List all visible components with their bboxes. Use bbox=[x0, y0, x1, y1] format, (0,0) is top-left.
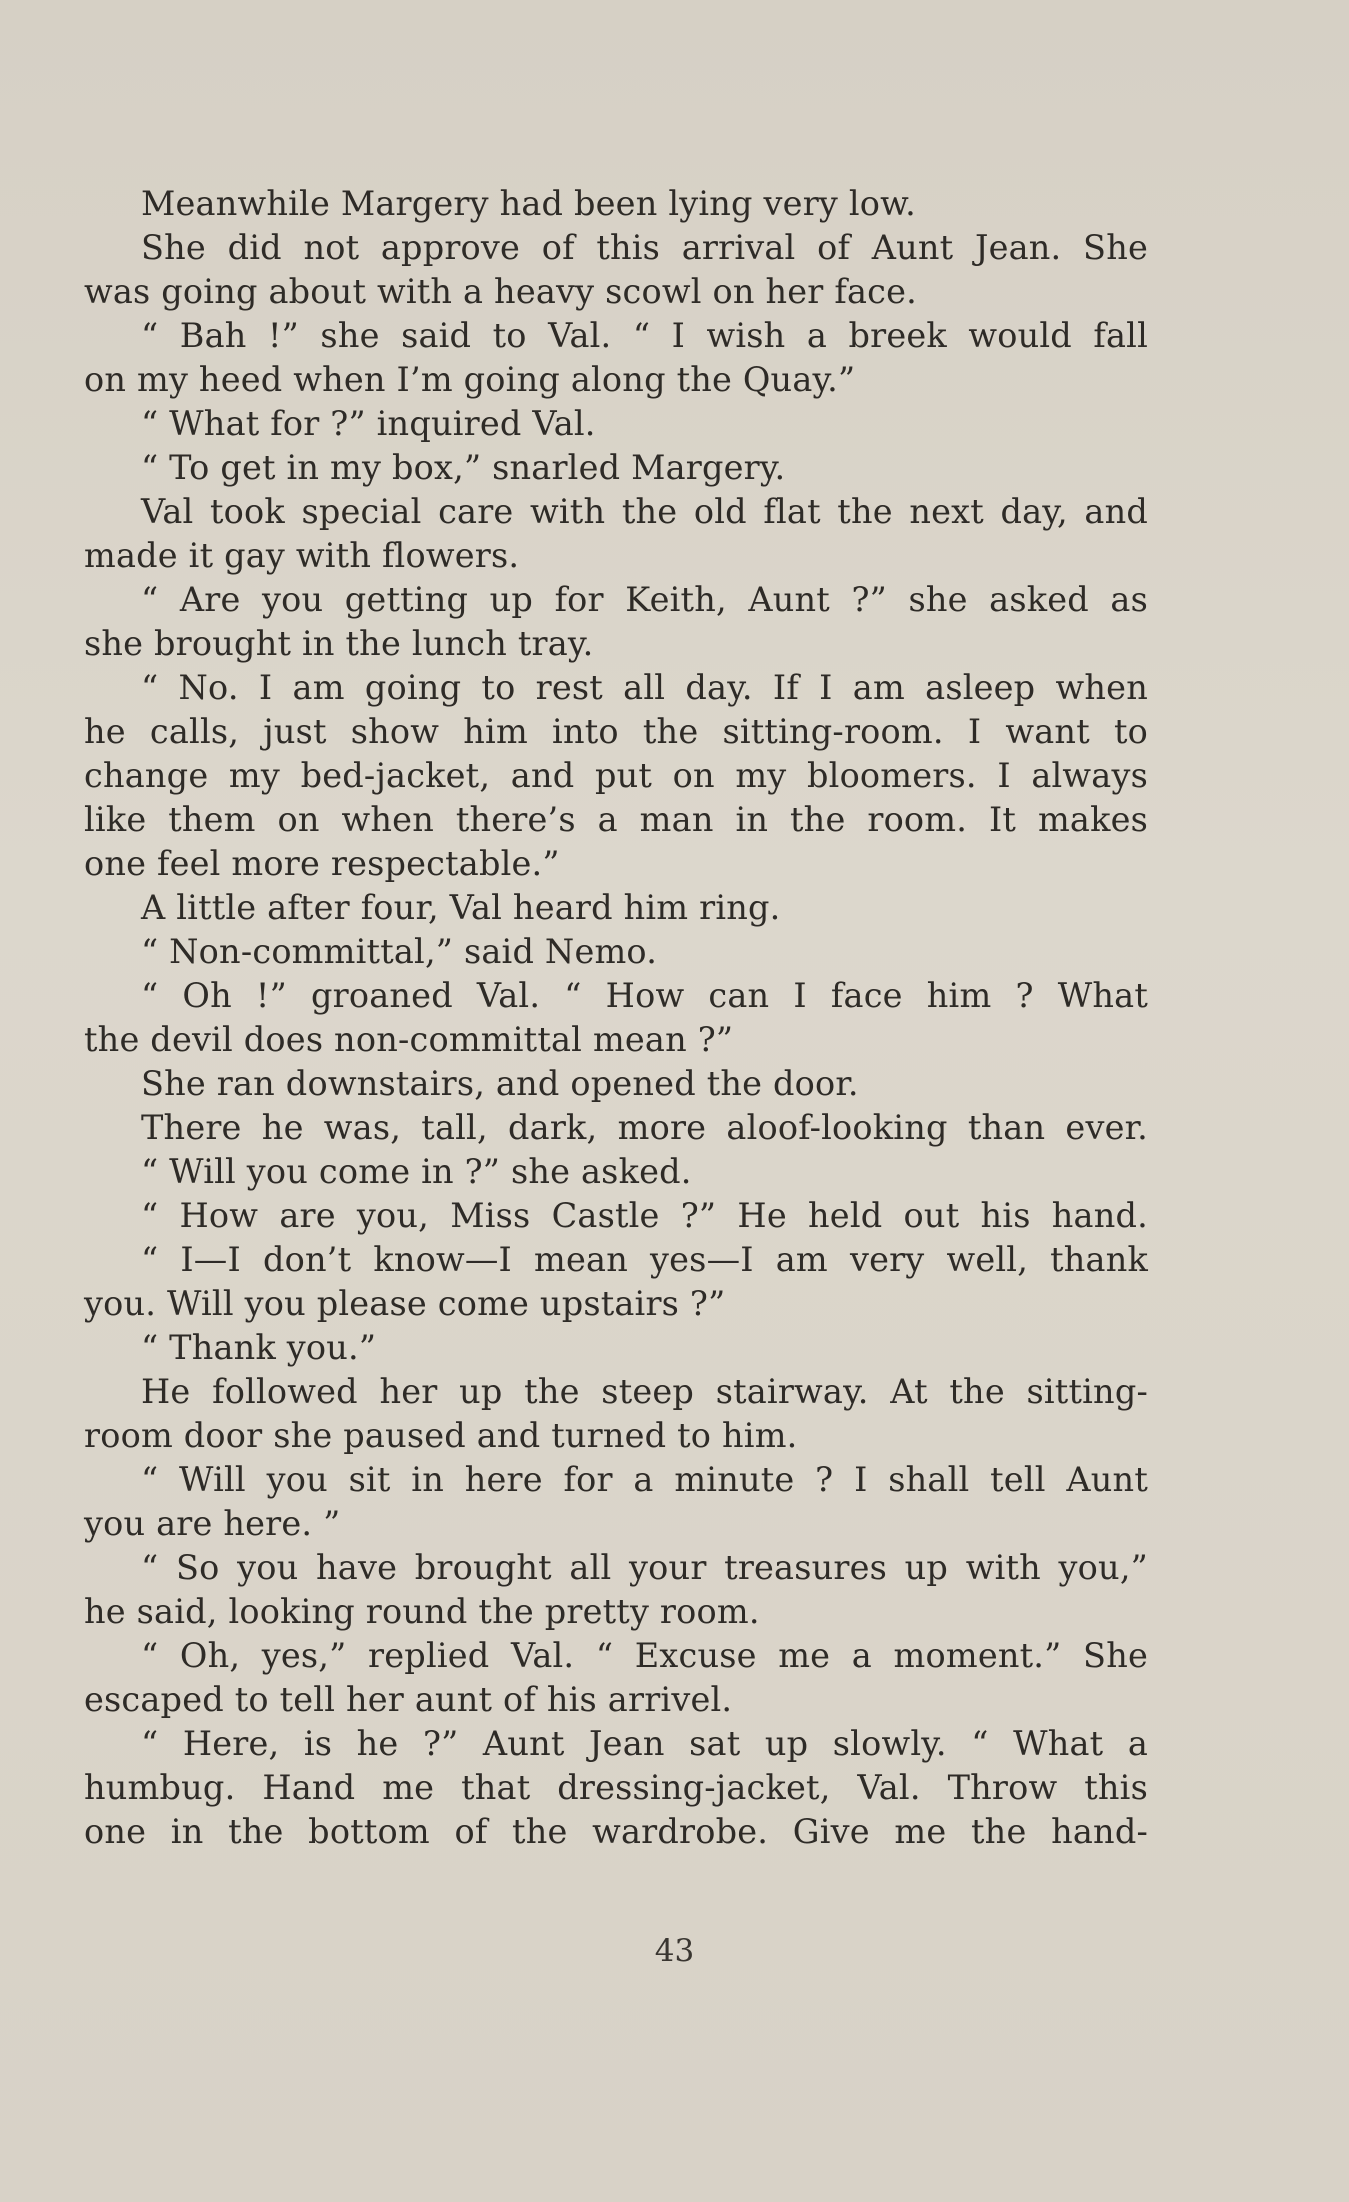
text-line: “ Are you getting up for Keith, Aunt ?” she asked as bbox=[141, 580, 1148, 619]
text-line: you are here. ” bbox=[84, 1504, 341, 1543]
text-line: “ Oh !” groaned Val. “ How can I face him ? What bbox=[141, 976, 1148, 1015]
text-line: “ Non-committal,” said Nemo. bbox=[141, 932, 658, 971]
text-line: He followed her up the steep stairway. At the sitting- bbox=[141, 1372, 1148, 1411]
text-line: like them on when there’s a man in the room. It makes bbox=[84, 800, 1148, 839]
text-line: “ I—I don’t know—I mean yes—I am very well, thank bbox=[141, 1240, 1148, 1279]
text-line: She ran downstairs, and opened the door. bbox=[141, 1064, 859, 1103]
text-line: you. Will you please come upstairs ?” bbox=[84, 1284, 726, 1323]
text-line: the devil does non-committal mean ?” bbox=[84, 1020, 734, 1059]
text-line: “ Thank you.” bbox=[141, 1328, 377, 1367]
text-line: one in the bottom of the wardrobe. Give me the hand- bbox=[84, 1812, 1148, 1851]
text-line: was going about with a heavy scowl on her face. bbox=[84, 272, 917, 311]
text-line: “ What for ?” inquired Val. bbox=[141, 404, 596, 443]
text-line: “ No. I am going to rest all day. If I am asleep when bbox=[141, 668, 1148, 707]
text-line: change my bed-jacket, and put on my bloomers. I always bbox=[84, 756, 1148, 795]
text-line: “ Oh, yes,” replied Val. “ Excuse me a moment.” She bbox=[141, 1636, 1148, 1675]
text-line: She did not approve of this arrival of Aunt Jean. She bbox=[141, 228, 1148, 267]
text-line: escaped to tell her aunt of his arrivel. bbox=[84, 1680, 733, 1719]
text-line: “ So you have brought all your treasures up with you,” bbox=[141, 1548, 1148, 1587]
text-line: Meanwhile Margery had been lying very low. bbox=[141, 184, 916, 223]
text-line: humbug. Hand me that dressing-jacket, Val. Throw this bbox=[84, 1768, 1148, 1807]
text-line: “ Bah !” she said to Val. “ I wish a breek would fall bbox=[141, 316, 1148, 355]
text-line: one feel more respectable.” bbox=[84, 844, 560, 883]
text-line: “ Will you sit in here for a minute ? I shall tell Aunt bbox=[141, 1460, 1148, 1499]
text-line: room door she paused and turned to him. bbox=[84, 1416, 798, 1455]
text-line: he calls, just show him into the sitting-room. I want to bbox=[84, 712, 1148, 751]
text-line: he said, looking round the pretty room. bbox=[84, 1592, 760, 1631]
text-line: “ How are you, Miss Castle ?” He held out his hand. bbox=[141, 1196, 1148, 1235]
text-line: Val took special care with the old flat the next day, and bbox=[141, 492, 1148, 531]
body-text bbox=[84, 182, 1148, 1854]
text-line: “ Will you come in ?” she asked. bbox=[141, 1152, 692, 1191]
text-line: “ Here, is he ?” Aunt Jean sat up slowly. “ What a bbox=[141, 1724, 1148, 1763]
text-line: made it gay with flowers. bbox=[84, 536, 520, 575]
text-line: on my heed when I’m going along the Quay.” bbox=[84, 360, 856, 399]
text-line: A little after four, Val heard him ring. bbox=[141, 888, 781, 927]
text-line: There he was, tall, dark, more aloof-looking than ever. bbox=[141, 1108, 1148, 1147]
page-number: 43 bbox=[654, 1933, 695, 1969]
text-line: “ To get in my box,” snarled Margery. bbox=[141, 448, 786, 487]
text-line: she brought in the lunch tray. bbox=[84, 624, 594, 663]
